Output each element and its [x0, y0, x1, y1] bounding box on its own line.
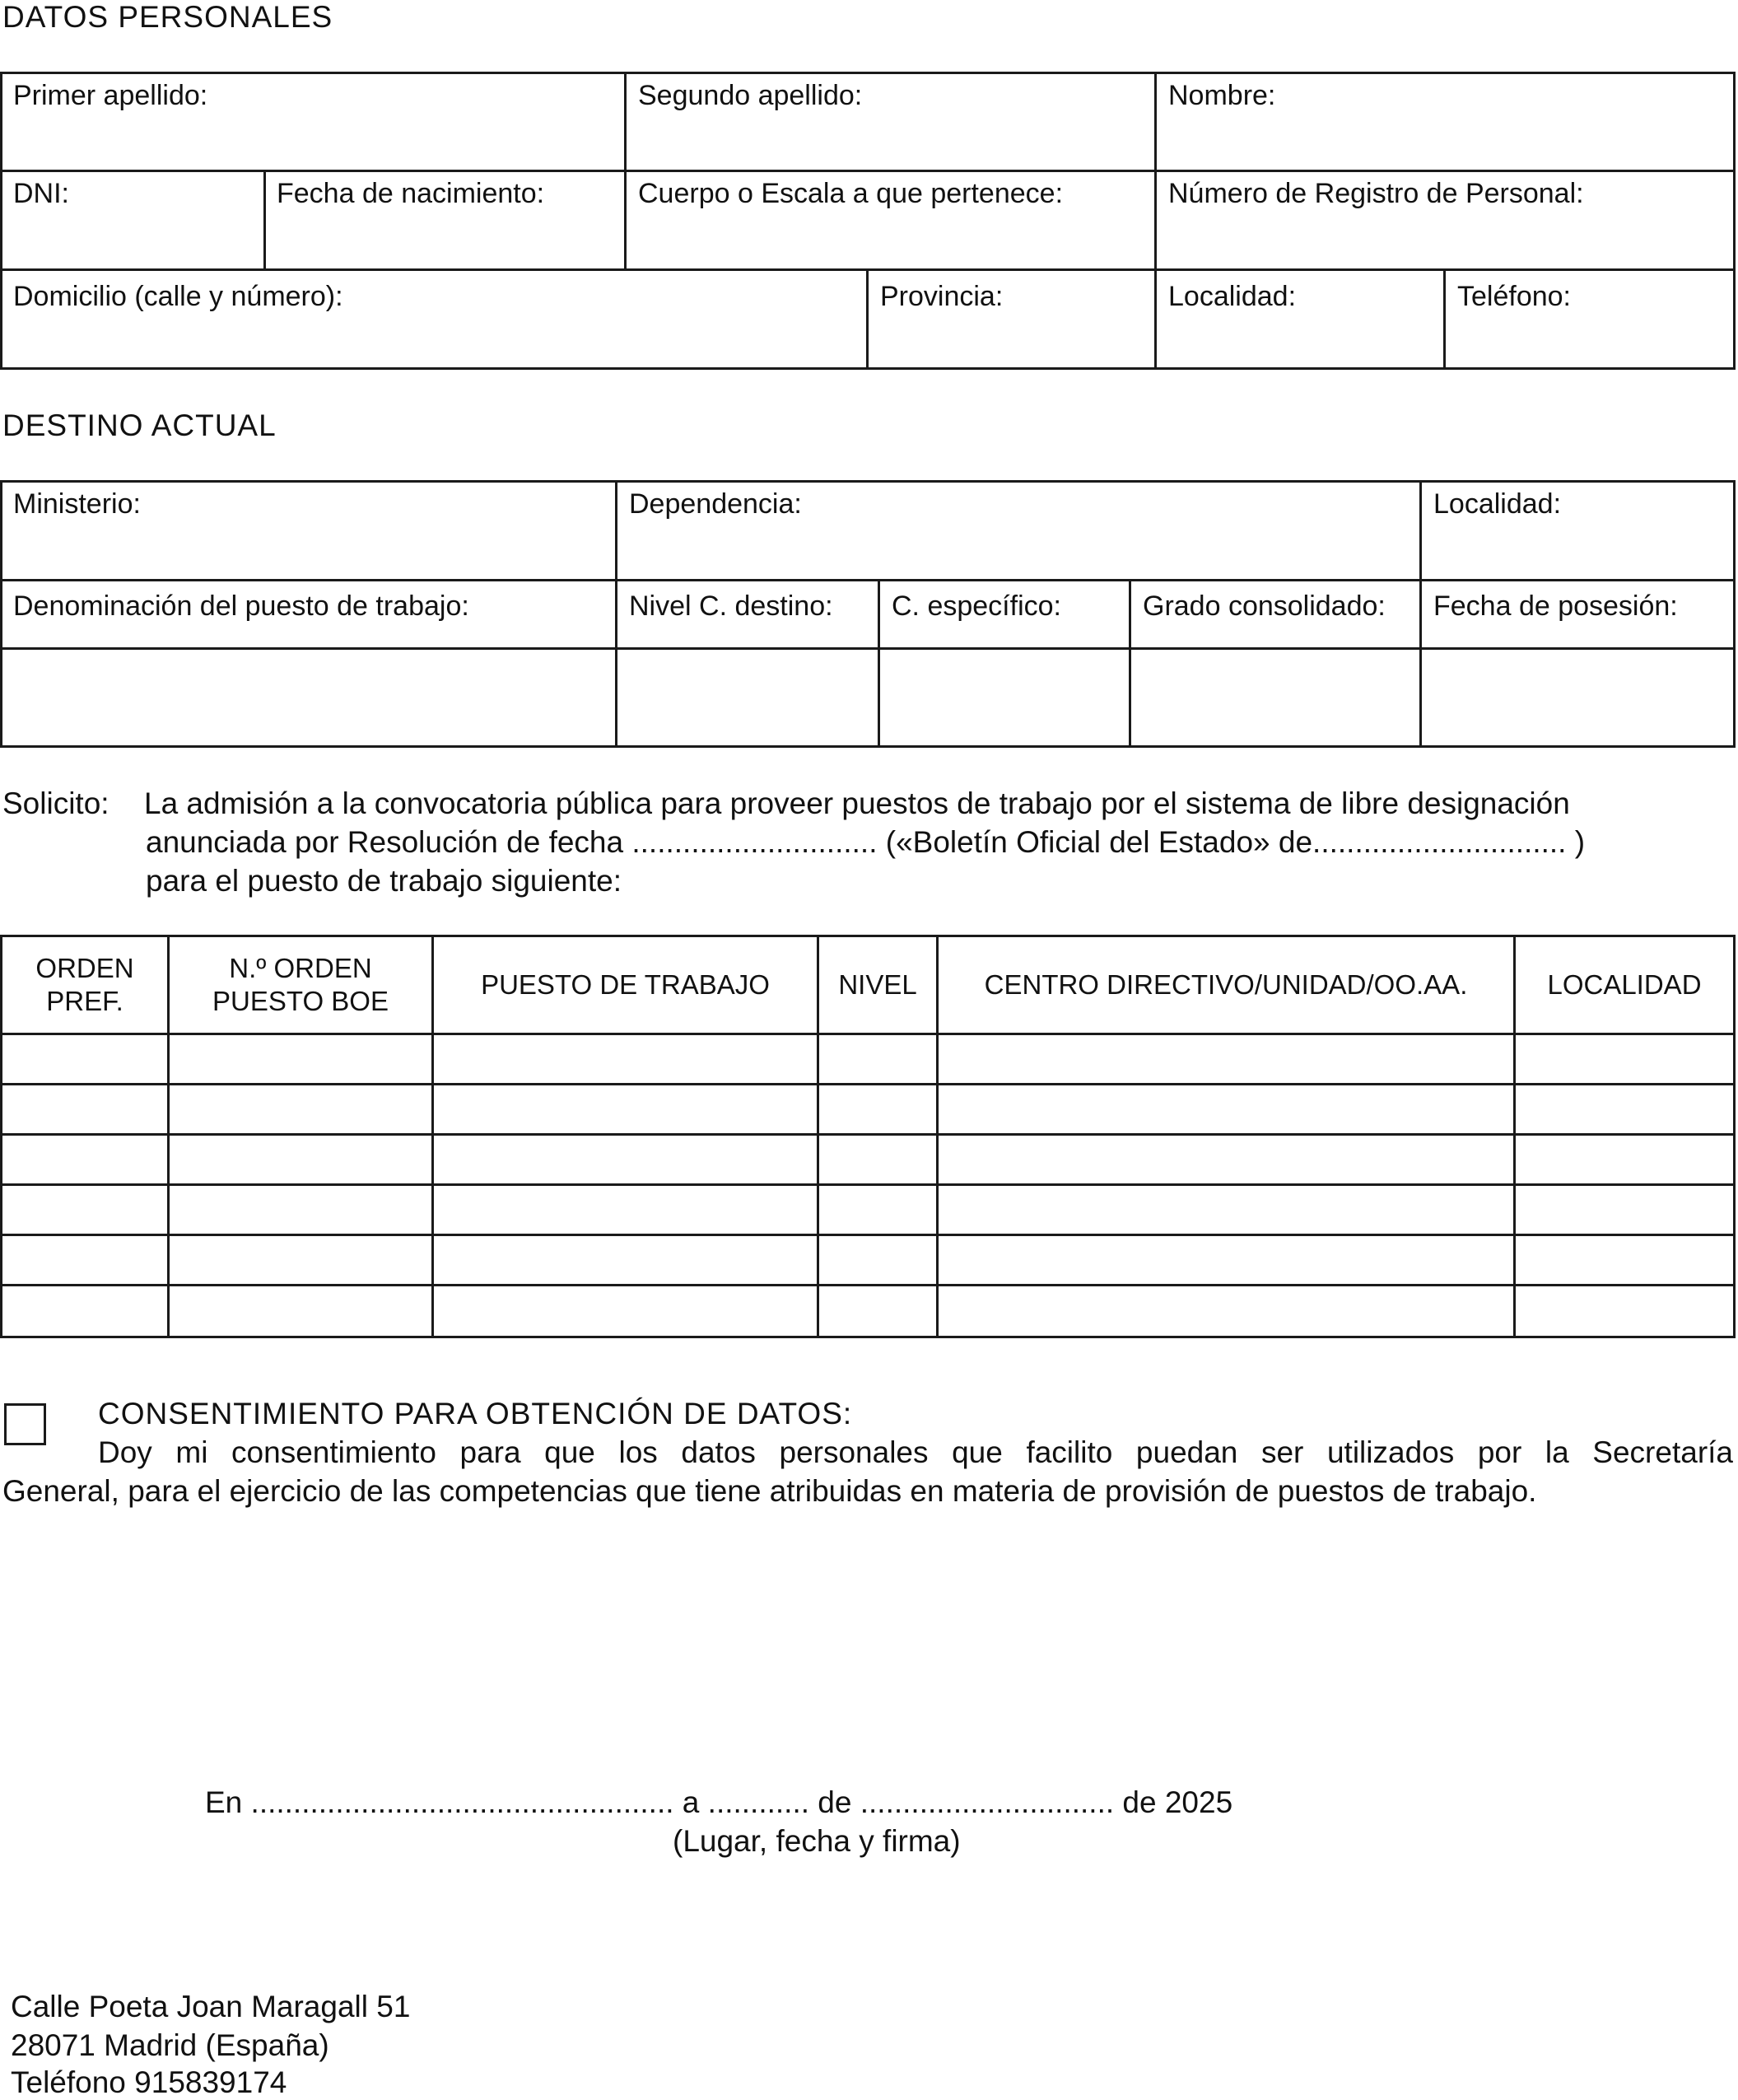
table-row[interactable]	[2, 1035, 1733, 1083]
col-divider	[866, 268, 869, 370]
address-line-1: Calle Poeta Joan Maragall 51	[11, 1990, 411, 2023]
col-header-orden-pref	[2, 937, 167, 1033]
col-divider	[1154, 72, 1157, 370]
consent-checkbox[interactable]	[4, 1403, 46, 1445]
localidad-field[interactable]: Localidad:	[1168, 281, 1297, 312]
table-row[interactable]	[2, 1286, 1733, 1336]
ministerio-field[interactable]: Ministerio:	[13, 488, 141, 520]
col-header-puesto: PUESTO DE TRABAJO	[481, 969, 770, 1000]
solicito-line-2: anunciada por Resolución de fecha ............................. («Boletín Oficial del Estado» de.............................. )	[146, 825, 1586, 859]
nivel-destino-label: Nivel C. destino:	[629, 590, 833, 622]
dependencia-field[interactable]: Dependencia:	[629, 488, 802, 520]
table-row[interactable]	[2, 1085, 1733, 1133]
col-divider	[263, 170, 266, 269]
segundo-apellido-field[interactable]: Segundo apellido:	[638, 80, 863, 111]
header-text: PREF.	[46, 986, 123, 1016]
row-divider	[0, 579, 1736, 581]
address-line-3: Teléfono 915839174	[11, 2065, 287, 2099]
signature-caption: (Lugar, fecha y firma)	[673, 1824, 961, 1858]
col-header-localidad: LOCALIDAD	[1547, 969, 1702, 1000]
domicilio-field[interactable]: Domicilio (calle y número):	[13, 281, 343, 312]
signature-line: En .................................................. a ............ de .............................. de 2025	[205, 1785, 1233, 1819]
cuerpo-escala-field[interactable]: Cuerpo o Escala a que pertenece:	[638, 178, 1064, 209]
complemento-especifico-label: C. específico:	[892, 590, 1061, 622]
consent-line-2: General, para el ejercicio de las competencias que tiene atribuidas en materia de provisión de puestos de trabajo.	[2, 1474, 1537, 1508]
table-row[interactable]	[2, 1136, 1733, 1183]
solicito-label: Solicito:	[2, 786, 109, 820]
table-row[interactable]	[2, 1186, 1733, 1234]
fecha-posesion-label: Fecha de posesión:	[1433, 590, 1678, 622]
fecha-posesion-input[interactable]	[1422, 650, 1733, 745]
header-text: PUESTO BOE	[212, 986, 389, 1016]
telefono-field[interactable]: Teléfono:	[1457, 281, 1571, 312]
col-header-num-orden	[170, 937, 431, 1033]
grado-consolidado-label: Grado consolidado:	[1143, 590, 1386, 622]
nombre-field[interactable]: Nombre:	[1168, 80, 1276, 111]
fecha-nacimiento-field[interactable]: Fecha de nacimiento:	[277, 178, 545, 209]
col-divider	[1443, 268, 1446, 370]
section-title-destino-actual: DESTINO ACTUAL	[2, 408, 277, 442]
solicito-line-1: La admisión a la convocatoria pública para proveer puestos de trabajo por el sistema de libre designación	[144, 786, 1570, 820]
grado-consolidado-input[interactable]	[1131, 650, 1419, 745]
nivel-destino-input[interactable]	[617, 650, 878, 745]
complemento-especifico-input[interactable]	[880, 650, 1129, 745]
provincia-field[interactable]: Provincia:	[880, 281, 1004, 312]
col-header-nivel: NIVEL	[838, 969, 917, 1000]
col-header-centro: CENTRO DIRECTIVO/UNIDAD/OO.AA.	[984, 969, 1468, 1000]
col-divider	[624, 72, 627, 269]
row-divider	[0, 170, 1736, 172]
denominacion-puesto-input[interactable]	[2, 650, 615, 745]
consent-line-1: Doy mi consentimiento para que los datos personales que facilito puedan ser utilizados por la Secretaría	[98, 1435, 1733, 1469]
nrp-field[interactable]: Número de Registro de Personal:	[1168, 178, 1584, 209]
consent-title: CONSENTIMIENTO PARA OBTENCIÓN DE DATOS:	[98, 1397, 853, 1430]
dni-field[interactable]: DNI:	[13, 178, 69, 209]
section-title-datos-personales: DATOS PERSONALES	[2, 0, 333, 34]
address-line-2: 28071 Madrid (España)	[11, 2028, 329, 2062]
header-text: N.º ORDEN	[229, 953, 372, 983]
table-row[interactable]	[2, 1236, 1733, 1284]
header-text: ORDEN	[35, 953, 134, 983]
destino-localidad-field[interactable]: Localidad:	[1433, 488, 1562, 520]
denominacion-puesto-label: Denominación del puesto de trabajo:	[13, 590, 469, 622]
solicito-line-3: para el puesto de trabajo siguiente:	[146, 864, 622, 898]
primer-apellido-field[interactable]: Primer apellido:	[13, 80, 208, 111]
